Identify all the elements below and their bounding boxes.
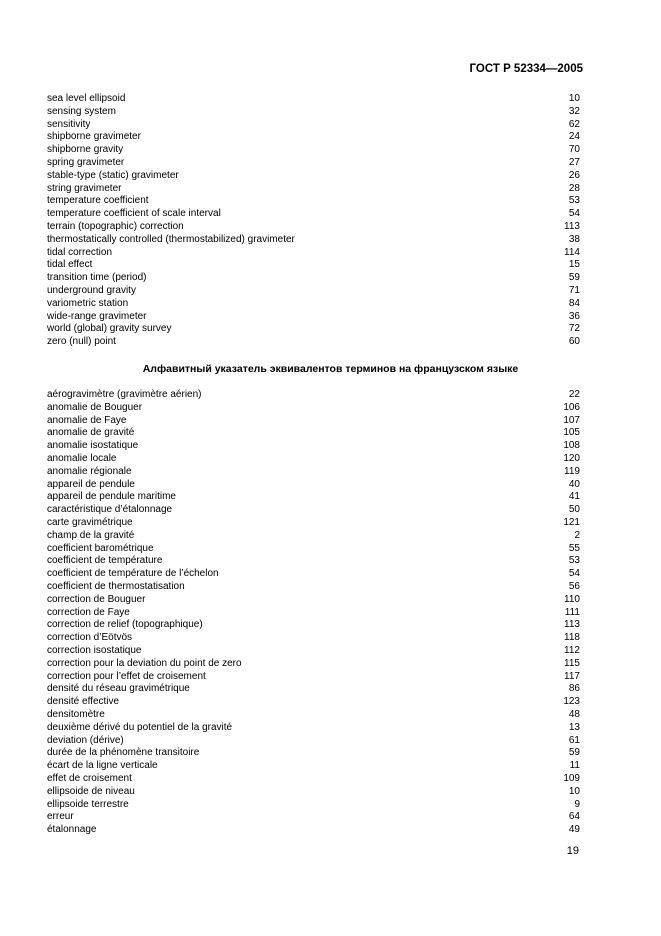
index-term-number: 26 [568, 169, 580, 181]
index-entry [47, 799, 580, 812]
index-term-number: 15 [568, 259, 580, 271]
index-term: zero (null) point [47, 336, 116, 348]
index-entry [47, 427, 580, 440]
index-entry [47, 272, 580, 285]
index-entry [47, 543, 580, 556]
index-entry [47, 824, 580, 837]
index-term-number: 123 [563, 696, 580, 708]
index-term-number: 117 [564, 670, 580, 682]
index-term: temperature coefficient [47, 195, 149, 207]
index-term: string gravimeter [47, 182, 122, 194]
index-term: anomalie isostatique [47, 440, 139, 452]
index-entry [47, 389, 580, 402]
page-number: 19 [566, 845, 579, 857]
index-entry [47, 298, 580, 311]
index-term-number: 60 [568, 336, 580, 348]
index-term: terrain (topographic) correction [47, 220, 184, 232]
index-entry [47, 786, 580, 799]
index-term: caractéristique d’étalonnage [47, 504, 173, 516]
index-entry [47, 247, 580, 260]
index-term: tidal effect [47, 259, 93, 271]
index-entry [47, 234, 580, 247]
index-term-number: 48 [568, 708, 580, 720]
index-term-number: 28 [568, 182, 580, 194]
index-term-number: 111 [564, 606, 580, 618]
index-term: tidal correction [47, 246, 113, 258]
index-term: temperature coefficient of scale interval [47, 208, 221, 220]
index-entry [47, 619, 580, 632]
index-term-number: 22 [568, 389, 580, 400]
index-term: densité effective [47, 696, 120, 708]
index-entry [47, 530, 580, 543]
index-entry [47, 415, 580, 428]
index-term-number: 71 [568, 284, 580, 296]
index-term-number: 62 [568, 118, 580, 130]
index-entry [47, 323, 580, 336]
index-entry [47, 131, 580, 144]
index-term: sensitivity [47, 118, 91, 130]
index-term-number: 13 [568, 721, 580, 733]
index-entry [47, 722, 580, 735]
index-term-number: 106 [563, 401, 580, 413]
index-entry [47, 632, 580, 645]
index-term-number: 59 [568, 272, 580, 284]
index-term-number: 112 [564, 644, 580, 656]
index-entry [47, 811, 580, 824]
index-term: carte gravimétrique [47, 516, 133, 528]
index-term: deuxième dérivé du potentiel de la gravité [47, 721, 233, 733]
index-term-number: 55 [568, 542, 580, 554]
index-term-number: 27 [568, 156, 580, 168]
index-entry [47, 221, 580, 234]
index-entry [47, 259, 580, 272]
index-term-number: 61 [568, 734, 580, 746]
index-term: sea level ellipsoid [47, 93, 126, 104]
index-term-number: 59 [568, 747, 580, 759]
index-entry [47, 93, 580, 106]
index-term: shipborne gravity [47, 144, 124, 156]
index-term-number: 108 [563, 440, 580, 452]
index-entry [47, 671, 580, 684]
index-term-number: 9 [574, 798, 580, 810]
index-term-number: 72 [568, 323, 580, 335]
index-term-number: 49 [568, 824, 580, 836]
index-entry [47, 491, 580, 504]
index-entry [47, 773, 580, 786]
index-term: coefficient barométrique [47, 542, 154, 554]
index-entry [47, 440, 580, 453]
french-section-title: Алфавитный указатель эквивалентов терминов на французском языке [142, 363, 519, 375]
index-term-number: 53 [568, 195, 580, 207]
index-term: densité du réseau gravimétrique [47, 683, 190, 695]
index-term-number: 41 [568, 491, 580, 503]
index-term-number: 38 [568, 233, 580, 245]
index-term: wide-range gravimeter [47, 310, 147, 322]
index-term: deviation (dérive) [47, 734, 124, 746]
index-term: erreur [47, 811, 74, 823]
index-entry [47, 709, 580, 722]
index-entry [47, 696, 580, 709]
french-terms-list [47, 389, 580, 837]
index-term: anomalie régionale [47, 465, 132, 477]
index-term-number: 32 [568, 105, 580, 117]
index-term-number: 53 [568, 555, 580, 567]
index-entry [47, 170, 580, 183]
index-entry [47, 195, 580, 208]
index-entry [47, 581, 580, 594]
index-term: coefficient de thermostatisation [47, 580, 185, 592]
index-entry [47, 479, 580, 492]
index-term-number: 54 [568, 568, 580, 580]
index-term: ellipsoide de niveau [47, 785, 135, 797]
index-term: correction pour la deviation du point de zero [47, 657, 242, 669]
index-entry [47, 517, 580, 530]
index-term: correction isostatique [47, 644, 142, 656]
index-entry [47, 747, 580, 760]
index-term: coefficient de température [47, 555, 163, 567]
index-term-number: 115 [564, 657, 580, 669]
index-term: shipborne gravimeter [47, 131, 141, 143]
index-term: aérogravimètre (gravimètre aérien) [47, 389, 202, 400]
index-entry [47, 594, 580, 607]
index-term-number: 109 [563, 772, 580, 784]
index-term: transition time (period) [47, 272, 147, 284]
index-term: correction de relief (topographique) [47, 619, 203, 631]
index-term: ellipsoide terrestre [47, 798, 129, 810]
index-term: étalonnage [47, 824, 97, 836]
index-term: anomalie de Bouguer [47, 401, 143, 413]
index-term-number: 50 [568, 504, 580, 516]
index-entry [47, 735, 580, 748]
index-term-number: 64 [568, 811, 580, 823]
index-term-number: 119 [564, 465, 580, 477]
index-term-number: 105 [563, 427, 580, 439]
index-term: correction de Faye [47, 606, 130, 618]
index-entry [47, 568, 580, 581]
index-entry [47, 157, 580, 170]
index-entry [47, 645, 580, 658]
index-term: durée de la phénomène transitoire [47, 747, 200, 759]
index-term: appareil de pendule [47, 478, 135, 490]
index-term: densitomètre [47, 708, 105, 720]
index-entry [47, 760, 580, 773]
index-term: sensing system [47, 105, 116, 117]
index-term-number: 70 [568, 144, 580, 156]
index-entry [47, 466, 580, 479]
index-term-number: 113 [564, 220, 580, 232]
index-term-number: 40 [568, 478, 580, 490]
index-term: anomalie de Faye [47, 414, 127, 426]
index-entry [47, 453, 580, 466]
index-term: thermostatically controlled (thermostabilized) gravimeter [47, 233, 295, 245]
english-terms-list [47, 93, 580, 349]
index-entry [47, 311, 580, 324]
index-term-number: 114 [564, 246, 580, 258]
index-entry [47, 183, 580, 196]
index-term: underground gravity [47, 284, 136, 296]
index-term: anomalie de gravité [47, 427, 135, 439]
index-term-number: 113 [564, 619, 580, 631]
index-term-number: 118 [564, 632, 580, 644]
index-term-number: 86 [568, 683, 580, 695]
index-term-number: 36 [568, 310, 580, 322]
index-term-number: 110 [564, 593, 580, 605]
index-entry [47, 144, 580, 157]
index-entry [47, 504, 580, 517]
index-entry [47, 555, 580, 568]
index-entry [47, 607, 580, 620]
index-entry [47, 119, 580, 132]
index-term-number: 120 [563, 452, 580, 464]
index-term-number: 56 [568, 580, 580, 592]
index-term-number: 11 [569, 760, 580, 772]
index-term: correction pour l’effet de croisement [47, 670, 206, 682]
index-entry [47, 336, 580, 349]
standard-code-header: ГОСТ Р 52334—2005 [469, 63, 583, 75]
index-term-number: 10 [568, 93, 580, 104]
index-term-number: 10 [568, 785, 580, 797]
index-term-number: 54 [568, 208, 580, 220]
index-term: anomalie locale [47, 452, 117, 464]
index-term: spring gravimeter [47, 156, 125, 168]
index-entry [47, 285, 580, 298]
index-term: stable-type (static) gravimeter [47, 169, 179, 181]
index-entry [47, 208, 580, 221]
index-entry [47, 402, 580, 415]
index-entry [47, 683, 580, 696]
index-term: variometric station [47, 297, 129, 309]
index-term: correction d’Eötvös [47, 632, 133, 644]
index-term: coefficient de température de l’échelon [47, 568, 219, 580]
index-term-number: 107 [563, 414, 580, 426]
index-term-number: 121 [563, 516, 580, 528]
index-term: écart de la ligne verticale [47, 760, 158, 772]
index-term-number: 84 [568, 297, 580, 309]
index-term: world (global) gravity survey [47, 323, 172, 335]
index-term: appareil de pendule maritime [47, 491, 176, 503]
index-term: champ de la gravité [47, 529, 135, 541]
index-term: effet de croisement [47, 772, 132, 784]
index-entry [47, 106, 580, 119]
index-term-number: 24 [568, 131, 580, 143]
index-term: correction de Bouguer [47, 593, 146, 605]
index-term-number: 2 [574, 529, 580, 541]
index-entry [47, 658, 580, 671]
